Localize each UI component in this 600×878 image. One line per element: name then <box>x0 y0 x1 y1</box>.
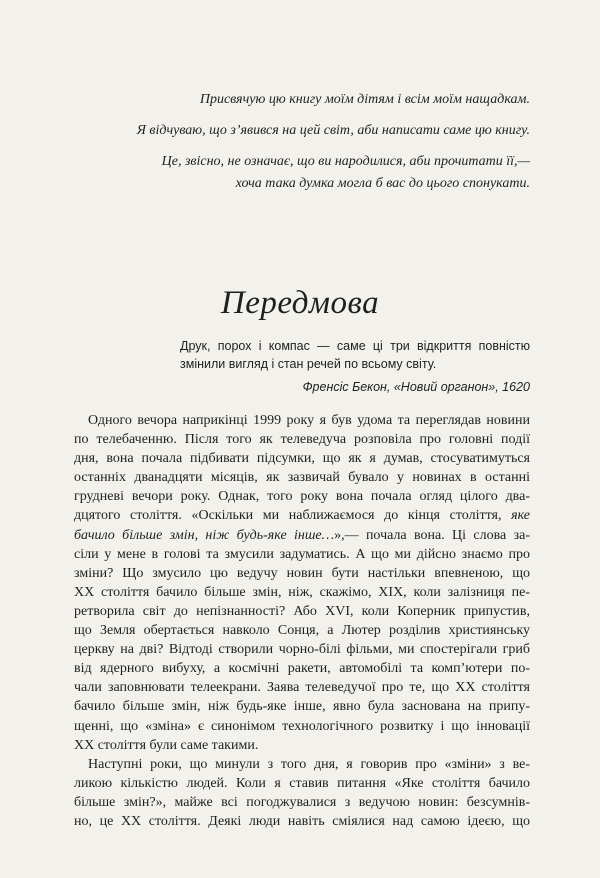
epigraph <box>180 337 530 396</box>
body-line: останніх дванадцяти місяців, як зазвичай бувало у новинах в останні <box>74 470 530 486</box>
dedication-line: хоча така думка могла б вас до цього спонукати. <box>235 176 530 191</box>
dedication <box>100 89 530 195</box>
body-line: щенні, що «зміна» є синонімом технологічного розвитку і що інновації <box>74 718 530 734</box>
body-line: грудневі вечори року. Однак, того року вона почала огляд цілого два- <box>74 489 530 505</box>
dedication-line: Я відчуваю, що з’явився на цей світ, аби написати саме цю книгу. <box>136 123 530 138</box>
body-line: більше змін?», майже всі погоджувалися з ведучою новин: безсумнів- <box>74 794 530 810</box>
dedication-line: Це, звісно, не означає, що ви народилися, аби прочитати її,— <box>161 154 530 169</box>
chapter-title: Передмова <box>220 285 380 321</box>
body-line: ХХ століття були саме такими. <box>74 737 259 753</box>
body-line: дня, вона почала підбивати підсумки, що як я думав, стосуватимуться <box>74 451 530 467</box>
body-line: зміни? Що змусило цю ведучу новин бути настільки впевненою, що <box>74 565 530 581</box>
body-line: від ядерного вибуху, а космічні ракети, автомобілі та комп’ютери по- <box>74 661 530 677</box>
body-line: Наступні роки, що минули з того дня, я говорив про «зміни» з ве- <box>88 756 530 772</box>
body-line: ликою кількістю людей. Коли я ставив питання «Яке століття бачило <box>74 775 530 791</box>
body-line: церкву на дві? Відтоді створили чорно-білі фільми, ми спостерігали гриб <box>74 642 530 658</box>
body-line: ХХ століття бачило більше змін, ніж, скажімо, ХІХ, коли залізниця пе- <box>74 584 530 600</box>
epigraph-source: Френсіс Бекон, «Новий органон», 1620 <box>302 380 530 394</box>
body-line: по телебаченню. Після того як телеведуча розповіла про головні події <box>74 432 530 448</box>
body-line: Одного вечора наприкінці 1999 року я був удома та переглядав новини <box>88 413 530 428</box>
body-line: ретворила світ до непізнанності? Або XVI, коли Коперник припустив, <box>74 603 530 619</box>
body-line: дцятого століття. «Оскільки ми наближаємося до кінця століття, яке <box>74 508 530 524</box>
dedication-line: Присвячую цю книгу моїм дітям і всім моїм нащадкам. <box>199 92 530 107</box>
epigraph-text: Друк, порох і компас — саме ці три відкриття повністю змінили вигляд і стан речей по всьому світу. <box>180 339 530 371</box>
body-line: що Земля обертається навколо Сонця, а Лютер розділив християнську <box>74 623 530 639</box>
body-line: бачило більше змін, ніж будь-яке інше, явно була заснована на припу- <box>74 699 530 715</box>
body-line: сіли у мене в голові та змусили задуматись. А що ми дійсно знаємо про <box>74 546 530 562</box>
body-line: чали заповнювати телеекрани. Заява телеведучої про те, що ХХ століття <box>74 680 530 696</box>
body-text <box>74 411 530 831</box>
body-line: бачило більше змін, ніж будь-яке інше…»,— почала вона. Ці слова за- <box>74 527 530 543</box>
body-line: но, це ХХ століття. Деякі люди навіть сміялися над самою ідеєю, що <box>74 813 530 829</box>
